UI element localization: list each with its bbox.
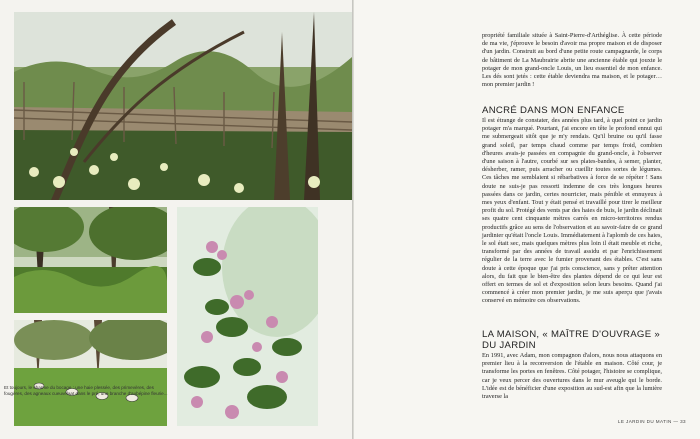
section-heading-enfance: ANCRÉ DANS MON ENFANCE [482,105,625,116]
photo-caption: Et toujours, le charme du bocage : une haie plessée, des primevères, des fougères, des agneaux cueuvélaat dans le pré, une branche d'aubépine fleurie... [4,385,168,396]
running-footer: LE JARDIN DU MATIN — 33 [617,419,686,424]
intro-paragraph: propriété familiale située à Saint-Pierre-d'Arthéglise. À cette période de ma vie, j'éprouve le besoin d'avoir ma propre maison et de disposer d'un jardin. Construit au bord d'une petite route campagnarde, le corps de bâtiment de La Maubrairie abrite une ancienne étable qui jouxte le potager de mon grand-oncle Louis, un lieu essentiel de mon enfance. Les dés sont jetés : cette étable deviendra ma maison, et le potager… mon premier jardin ! [482,32,662,89]
section-heading-maison: LA MAISON, « MAÎTRE D'OUVRAGE » DU JARDIN [482,329,660,351]
photo-lambs [14,320,167,426]
maison-paragraph: En 1991, avec Adam, mon compagnon d'alors, nous nous attaquons en premier lieu à la reconversion de l'étable en maison. Côté cour, je transforme les portes en fenêtres. Côté potager, l'histoire se complique, car je veux percer des ouvertures dans le mur aveugle qui le borde. L'idée est de bénéficier d'une exposition au sud-est afin que la lumière traverse la [482,352,662,401]
photo-plessed-hedge [14,12,352,200]
enfance-paragraph: Il est étrange de constater, des années plus tard, à quel point ce jardin potager m'a marqué. Pourtant, j'ai encore en tête le profond ennui qui me submergeait sitôt que je m'y rendais. Qu'il bruine ou qu'il fasse grand soleil, par temps chaud comme par temps froid, combien d'heures avais-je passées en compagnie du grand-oncle, à l'observer d'une saison à l'autre, courbé sur ses plates-bandes, à semer, planter, désherber, ramer, puis arracher ou cueillir toutes sortes de légumes. Ces tâches me semblaient si rébarbatives à force de se répéter ! Sans doute ne suis-je pas ressorti indemne de ces très longues heures passées dans ce jardin, certes nourricier, mais pénible et ennuyeux à mes yeux d'enfant. Tout y était pensé et travaillé pour tirer le meilleur profit du sol. Protégé des vents par des haies de buis, le jardin déclinait ses quatre cent cinquante mètres carrés en micro-territoires rendus productifs grâce au sens de l'observation et au savoir-faire de ce grand jardinier qu'était l'oncle Louis. Immédiatement à l'aplomb de ces haies, le sol était sec, mais quelques mètres plus loin il était meuble et riche, transformé par des années de travail assidu et par l'enrichissement régulier de la terre avec le fumier provenant des étables. C'est sans doute à cette époque que j'ai pris conscience, sans y prêter attention alors, du fait que le bien-être des plantes dépend de ce qui leur est offert en termes de sol et d'exposition selon leurs besoins. Quand j'ai commencé à créer mon premier jardin, je me suis aperçu que j'avais conservé en mémoire ces observations. [482,117,662,305]
photo-hawthorn-blossom [177,207,318,426]
photo-ferns [14,207,167,313]
